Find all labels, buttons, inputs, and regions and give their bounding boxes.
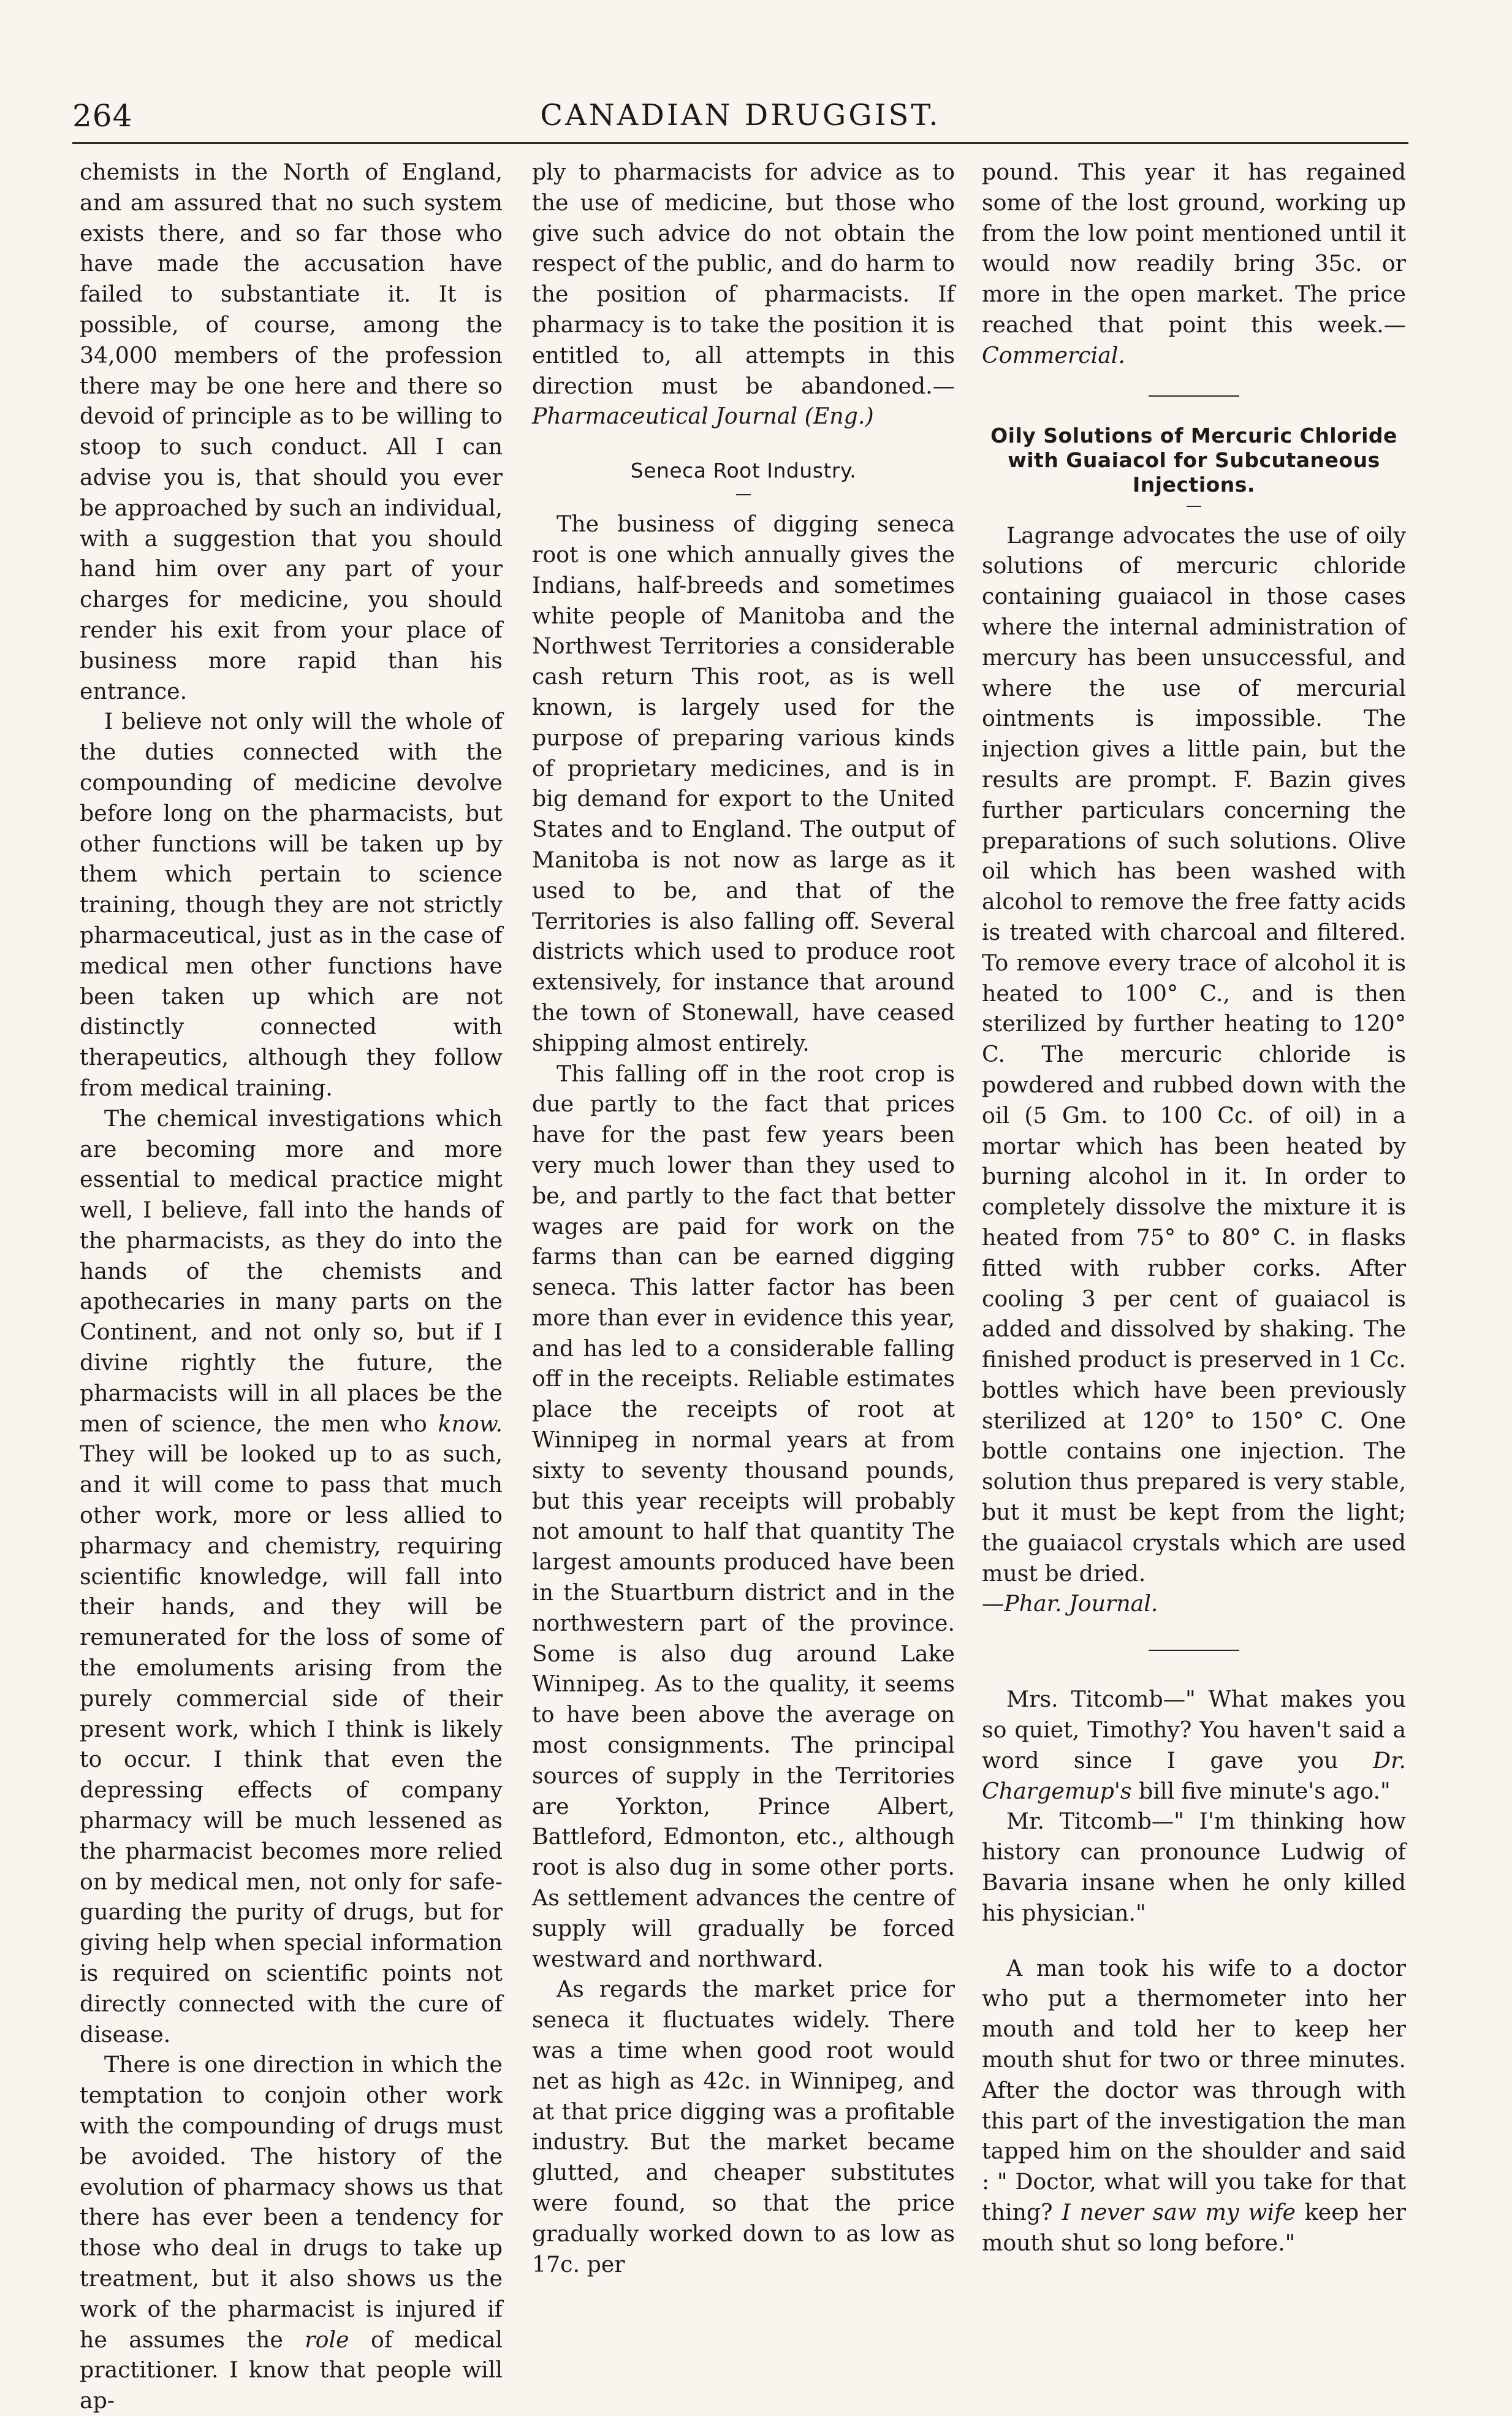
paragraph: This falling off in the root crop is due partly to the fact that prices have for the past few years been very much lower than they used to be, and partly to the fact that better wages are paid for work on the farms than can be earned digging seneca. This latter factor has been more than ever in evidence this year, and has led to a considerable falling off in the receipts. Reliable estimates place the receipts of root at Winnipeg in normal years at from sixty to seventy thousand pounds, but this year receipts will probably not amount to half that quantity The largest amounts produced have been in the Stuartburn district and in the northwestern part of the province. Some is also dug around Lake Winnipeg. As to the quality, it seems to have been above the average on most consignments. The principal sources of supply in the Territories are Yorkton, Prince Albert, Battleford, Edmonton, etc., although root is also dug in some other ports. As settlement advances the centre of supply will gradually be forced westward and northward. [532, 1060, 955, 1972]
column-1 [80, 157, 503, 2416]
page-number: 264 [72, 98, 133, 134]
column-3 [982, 157, 1406, 2258]
paragraph: Lagrange advocates the use of oily solutions of mercuric chloride containing guaiacol in those cases where the internal administration of mercury has been unsuccessful, and where the use of mercurial ointments is impossible. The injection gives a little pain, but the results are prompt. F. Bazin gives further particulars concerning the preparations of such solutions. Olive oil which has been washed with alcohol to remove the free fatty acids is treated with charcoal and filtered. To remove every trace of alcohol it is heated to 100° C., and is then sterilized by further heating to 120° C. The mercuric chloride is powdered and rubbed down with the oil (5 Gm. to 100 Cc. of oil) in a mortar which has been heated by burning alcohol in it. In order to completely dissolve the mixture it is heated from 75° to 80° C. in flasks fitted with rubber corks. After cooling 3 per cent of guaiacol is added and dissolved by shaking. The finished product is preserved in 1 Cc. bottles which have been previously sterilized at 120° to 150° C. One bottle contains one injection. The solution thus prepared is very stable, but it must be kept from the light; the guaiacol crystals which are used must be dried. [982, 522, 1406, 1587]
emphasis: role [305, 2326, 349, 2353]
source-citation: Commercial. [982, 341, 1126, 368]
paragraph: I believe not only will the whole of the duties connected with the compounding of medicine devolve before long on the pharmacists, but other functions will be taken up by them which pertain to science training, though they are not strictly pharmaceutical, just as in the case of medical men other functions have been taken up which are not distinctly connected with therapeutics, although they follow from medical training. [80, 708, 503, 1101]
paragraph: The chemical investigations which are becoming more and more essential to medical practice might well, I believe, fall into the hands of the pharmacists, as they do into the hands of the chemists and apothecaries in many parts on the Continent, and not only so, but if I divine rightly the future, the pharmacists will in all places be the men of science, the men who know. They will be looked up to as such, and it will come to pass that much other work, more or less allied to pharmacy and chemistry, requiring scientific knowledge, will fall into their hands, and they will be remunerated for the loss of some of the emoluments arising from the purely commercial side of their present work, which I think is likely to occur. I think that even the depressing effects of company pharmacy will be much lessened as the pharmacist becomes more relied on by medical men, not only for safe-guarding the purity of drugs, but for giving help when special information is required on scientific points not directly connected with the cure of disease. [80, 1105, 503, 2048]
page-header [72, 98, 1408, 147]
paragraph: There is one direction in which the temptation to conjoin other work with the compounding of drugs must be avoided. The history of the evolution of pharmacy shows us that there has ever been a tendency for those who deal in drugs to take up treatment, but it also shows us the work of the pharmacist is injured if he assumes the role of medical practitioner. I know that people will ap- [80, 2051, 503, 2414]
paragraph: As regards the market price for seneca it fluctuates widely. There was a time when good root would net as high as 42c. in Winnipeg, and at that price digging was a profitable industry. But the market became glutted, and cheaper substitutes were found, so that the price gradually worked down to as low as 17c. per [532, 1976, 955, 2277]
emphasis: Dr. Chargemup's [982, 1747, 1406, 1804]
header-rule [72, 142, 1408, 144]
paragraph: Mr. Titcomb—" I'm thinking how history can pronounce Ludwig of Bavaria insane when he only killed his physician." [982, 1808, 1406, 1926]
emphasis: I never saw my wife [1062, 2199, 1296, 2226]
paragraph: A man took his wife to a doctor who put a thermometer into her mouth and told her to keep her mouth shut for two or three minutes. After the doctor was through with this part of the investigation the man tapped him on the shoulder and said : " Doctor, what will you take for that thing? I never saw my wife keep her mouth shut so long before." [982, 1954, 1406, 2256]
paragraph: chemists in the North of England, and am assured that no such system exists there, and so far those who have made the accusation have failed to substantiate it. It is possible, of course, among the 34,000 members of the profession there may be one here and there so devoid of principle as to be willing to stoop to such conduct. All I can advise you is, that should you ever be approached by such an individual, with a suggestion that you should hand him over any part of your charges for medicine, you should render his exit from your place of business more rapid than his entrance. [80, 159, 503, 704]
source-citation: —Phar. Journal. [982, 1590, 1158, 1617]
paragraph: The business of digging seneca root is one which annually gives the Indians, half-breeds and sometimes white people of Manitoba and the Northwest Territories a considerable cash return This root, as is well known, is largely used for the purpose of preparing various kinds of proprietary medicines, and is in big demand for export to the United States and to England. The output of Manitoba is not now as large as it used to be, and that of the Territories is also falling off. Several districts which used to produce root extensively, for instance that around the town of Stonewall, have ceased shipping almost entirely. [532, 511, 955, 1056]
paragraph: Mrs. Titcomb—" What makes you so quiet, Timothy? You haven't said a word since I gave you Dr. Chargemup's bill five minute's ago." [982, 1686, 1406, 1804]
emphasis: know. [438, 1410, 503, 1437]
source-citation: Pharmaceutical Journal (Eng.) [532, 403, 874, 430]
paragraph: ply to pharmacists for advice as to the use of medicine, but those who give such advice do not obtain the respect of the public, and do harm to the position of pharmacists. If pharmacy is to take the position it is entitled to, all attempts in this direction must be abandoned.—Pharmaceutical Journal (Eng.) [532, 159, 955, 430]
article-heading: Oily Solutions of Mercuric Chloride with Guaiacol for Subcutaneous Injections. [990, 423, 1397, 497]
column-2 [532, 157, 955, 2279]
paragraph: pound. This year it has regained some of the lost ground, working up from the low point mentioned until it would now readily bring 35c. or more in the open market. The price reached that point this week.—Commercial. [982, 159, 1406, 368]
running-title: CANADIAN DRUGGIST. [540, 98, 941, 132]
article-heading: Seneca Root Industry. [630, 459, 857, 483]
